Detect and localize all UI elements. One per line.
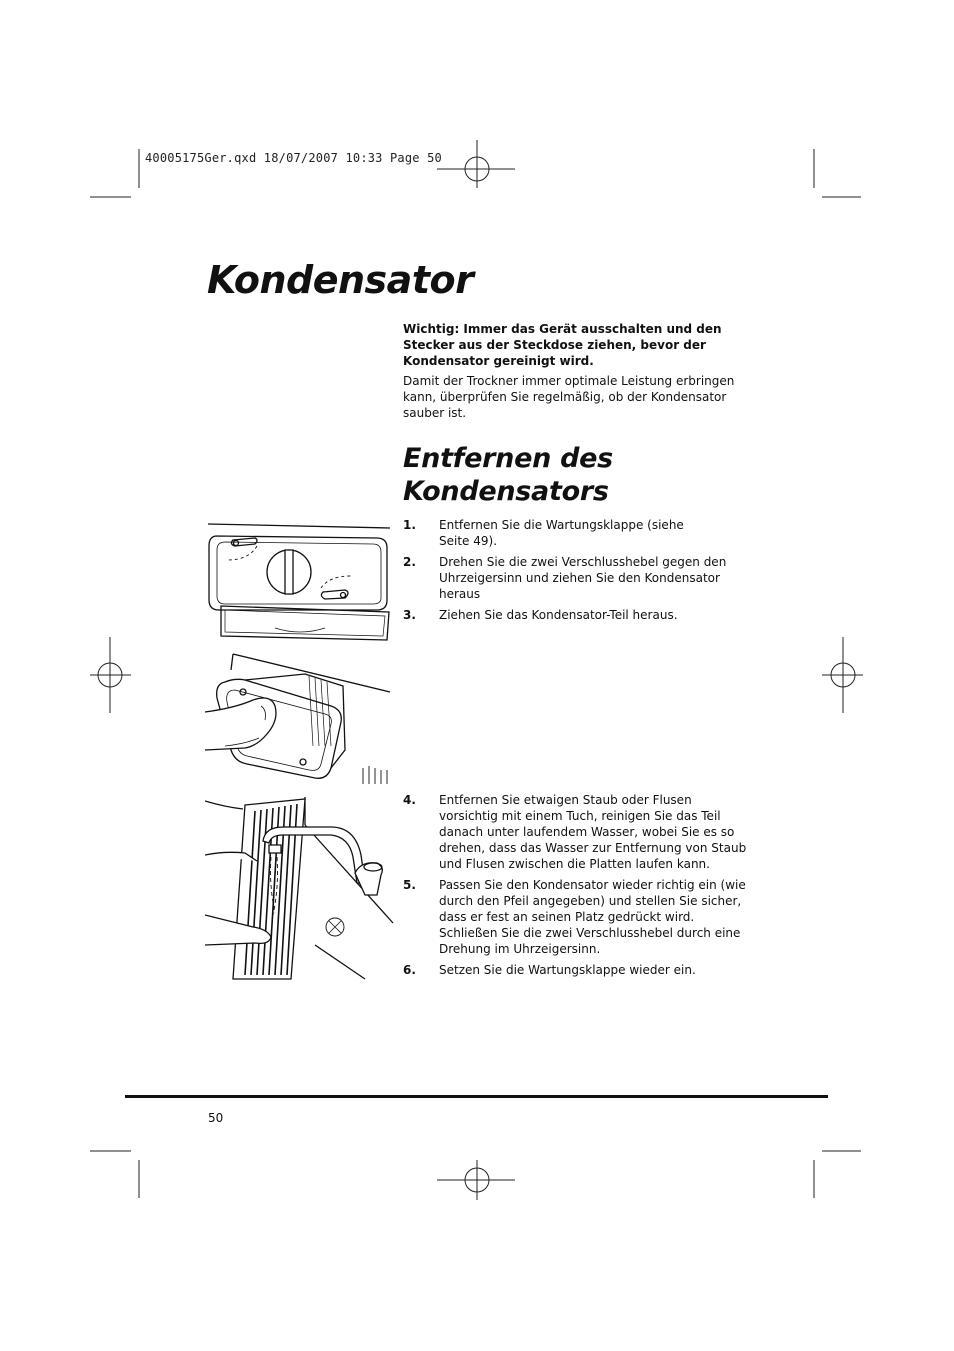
- step-item: [403, 607, 748, 623]
- step-text: Passen Sie den Kondensator wieder richtig ein (wie durch den Pfeil angegeben) und stellen Sie sicher, dass er fest an seinen Platz gedrückt wird. Schließen Sie die zwei Verschlusshebel durch eine Drehung im Uhrzeigersinn.: [439, 878, 746, 956]
- intro-block: [403, 321, 748, 421]
- footer-rule: [125, 1095, 828, 1098]
- illustration-rinse-condenser: [205, 795, 395, 981]
- step-text: Drehen Sie die zwei Verschlusshebel gegen den Uhrzeigersinn und ziehen Sie den Kondensator heraus: [439, 555, 727, 601]
- illustration-lever-panel: [205, 520, 395, 645]
- step-number: 2.: [403, 555, 416, 569]
- step-text: Setzen Sie die Wartungsklappe wieder ein.: [439, 963, 696, 977]
- step-text: Entfernen Sie etwaigen Staub oder Flusen vorsichtig mit einem Tuch, reinigen Sie das Teil danach unter laufendem Wasser, wobei Sie es so drehen, dass das Wasser zur Entfernung von Staub und Flusen zwischen die Platten laufen kann.: [439, 793, 747, 871]
- step-item: [403, 792, 748, 872]
- step-item: [403, 517, 748, 549]
- step-number: 1.: [403, 518, 416, 532]
- steps-group-1: [403, 517, 748, 628]
- step-text: Ziehen Sie das Kondensator-Teil heraus.: [439, 608, 678, 622]
- page-number: 50: [208, 1111, 224, 1125]
- step-number: 5.: [403, 878, 416, 892]
- step-number: 6.: [403, 963, 416, 977]
- steps-group-2: [403, 792, 748, 983]
- step-item: [403, 554, 748, 602]
- illustration-pull-condenser: [205, 650, 395, 785]
- step-item: [403, 877, 748, 957]
- page-title: Kondensator: [207, 258, 474, 302]
- step-number: 3.: [403, 608, 416, 622]
- step-item: [403, 962, 748, 978]
- important-note: Wichtig: Immer das Gerät ausschalten und den Stecker aus der Steckdose ziehen, bevor der Kondensator gereinigt wird.: [403, 322, 722, 368]
- intro-paragraph: Damit der Trockner immer optimale Leistung erbringen kann, überprüfen Sie regelmäßig, ob der Kondensator sauber ist.: [403, 374, 735, 420]
- step-number: 4.: [403, 793, 416, 807]
- section-title: Entfernen des Kondensators: [403, 443, 613, 507]
- file-slug: 40005175Ger.qxd 18/07/2007 10:33 Page 50: [145, 151, 442, 165]
- step-text: Entfernen Sie die Wartungsklappe (siehe Seite 49).: [439, 518, 684, 548]
